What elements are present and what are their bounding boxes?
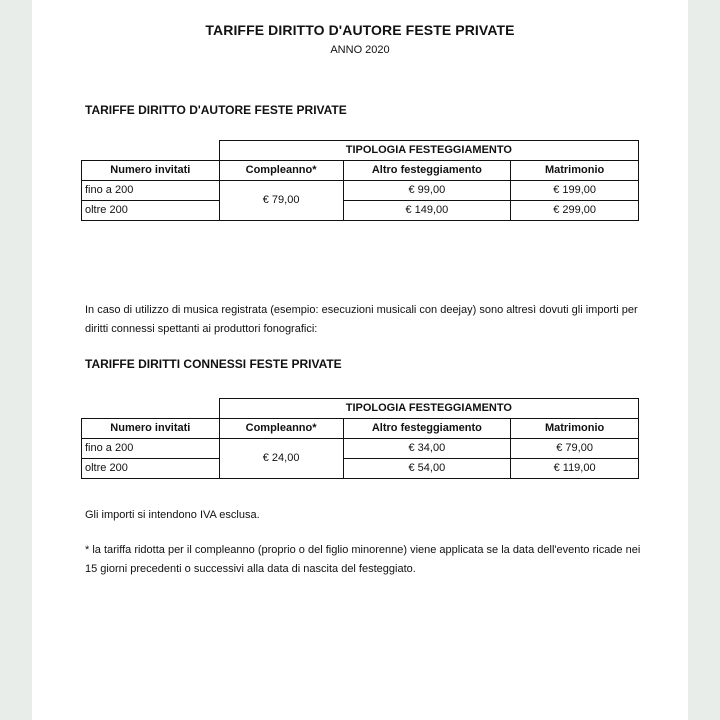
table-row xyxy=(82,201,639,221)
table-row xyxy=(82,181,639,201)
empty-corner-cell xyxy=(82,141,220,161)
other-price-cell: € 99,00 xyxy=(343,181,511,201)
recorded-music-paragraph: In caso di utilizzo di musica registrata (esempio: esecuzioni musicali con deejay) sono altresì dovuti gli importi per diritti connessi spettanti ai produttori fonografici: xyxy=(85,304,638,335)
wedding-price-cell: € 79,00 xyxy=(511,439,639,459)
column-header: Matrimonio xyxy=(511,161,639,181)
guests-cell: fino a 200 xyxy=(82,439,220,459)
birthday-price-cell: € 79,00 xyxy=(219,181,343,221)
related-rights-tariff-table xyxy=(81,398,639,479)
column-header: Compleanno* xyxy=(219,161,343,181)
column-header: Altro festeggiamento xyxy=(343,419,511,439)
vat-note: Gli importi si intendono IVA esclusa. xyxy=(85,509,260,521)
other-price-cell: € 54,00 xyxy=(343,459,511,479)
group-header: TIPOLOGIA FESTEGGIAMENTO xyxy=(219,399,638,419)
document-title: TARIFFE DIRITTO D'AUTORE FESTE PRIVATE xyxy=(205,22,515,38)
wedding-price-cell: € 299,00 xyxy=(511,201,639,221)
group-header: TIPOLOGIA FESTEGGIAMENTO xyxy=(219,141,638,161)
table-group-header-row xyxy=(82,141,639,161)
column-header: Numero invitati xyxy=(82,419,220,439)
table-header-row xyxy=(82,419,639,439)
birthday-footnote: * la tariffa ridotta per il compleanno (proprio o del figlio minorenne) viene applicata se la data dell'evento ricade nei 15 giorni precedenti o successivi alla data di nascita del festeggiato. xyxy=(85,544,641,575)
guests-cell: oltre 200 xyxy=(82,459,220,479)
column-header: Compleanno* xyxy=(219,419,343,439)
table-row xyxy=(82,439,639,459)
empty-corner-cell xyxy=(82,399,220,419)
column-header: Matrimonio xyxy=(511,419,639,439)
wedding-price-cell: € 119,00 xyxy=(511,459,639,479)
wedding-price-cell: € 199,00 xyxy=(511,181,639,201)
guests-cell: oltre 200 xyxy=(82,201,220,221)
table-row xyxy=(82,459,639,479)
other-price-cell: € 149,00 xyxy=(343,201,511,221)
section2-title: TARIFFE DIRITTI CONNESSI FESTE PRIVATE xyxy=(85,357,342,371)
table-header-row xyxy=(82,161,639,181)
column-header: Altro festeggiamento xyxy=(343,161,511,181)
guests-cell: fino a 200 xyxy=(82,181,220,201)
document-page xyxy=(32,0,688,720)
other-price-cell: € 34,00 xyxy=(343,439,511,459)
birthday-price-cell: € 24,00 xyxy=(219,439,343,479)
column-header: Numero invitati xyxy=(82,161,220,181)
copyright-tariff-table xyxy=(81,140,639,221)
document-year: ANNO 2020 xyxy=(330,44,390,56)
table-group-header-row xyxy=(82,399,639,419)
section1-title: TARIFFE DIRITTO D'AUTORE FESTE PRIVATE xyxy=(85,103,347,117)
